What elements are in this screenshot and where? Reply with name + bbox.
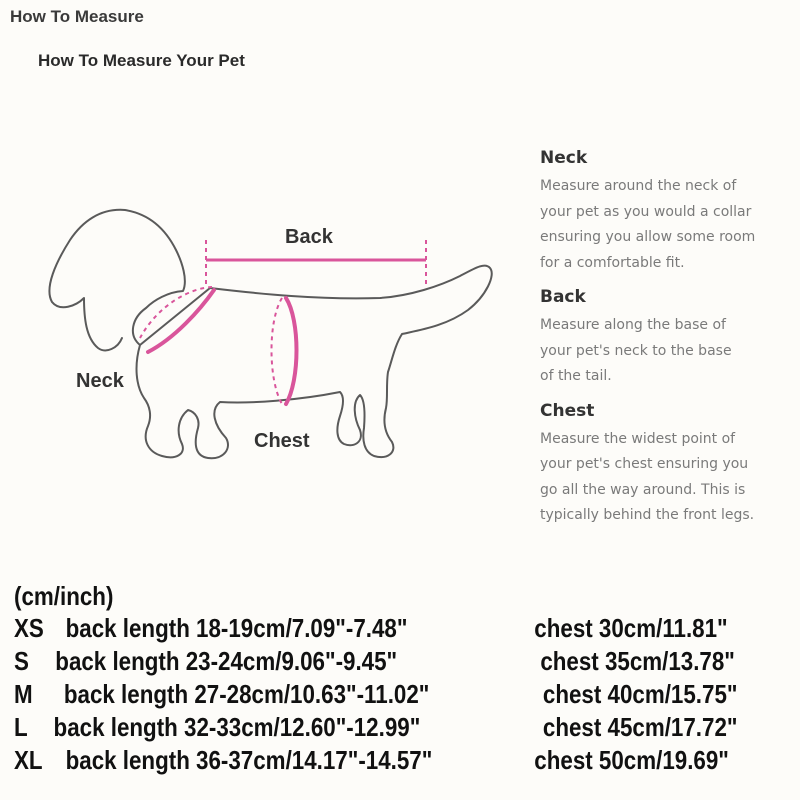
instruction-text (540, 313, 790, 390)
instruction-line: Measure along the base of (540, 317, 726, 333)
size-label: M (14, 679, 33, 709)
instruction-heading: Neck (540, 148, 588, 168)
instruction-line: your pet's neck to the base (540, 342, 732, 359)
chest-size: chest 40cm/15.75" (542, 679, 738, 709)
instruction-line: your pet as you would a collar (540, 203, 752, 220)
instruction-text (540, 427, 790, 529)
size-label: L (14, 712, 28, 742)
back-length: back length 27-28cm/10.63"-11.02" (63, 679, 430, 709)
chest-size: chest 35cm/13.78" (540, 646, 735, 676)
instruction-line: Measure around the neck of (540, 178, 737, 194)
back-length: back length 32-33cm/12.60"-12.99" (53, 712, 421, 742)
chest-label: Chest (254, 430, 310, 452)
size-chart-units: (cm/inch) (14, 581, 114, 611)
back-length: back length 18-19cm/7.09"-7.48" (65, 613, 408, 643)
instruction-back (540, 287, 790, 390)
dog-measure-diagram (0, 150, 520, 500)
size-row (14, 711, 738, 744)
section-title: How To Measure Your Pet (38, 51, 245, 70)
instruction-line: your pet's chest ensuring you (540, 456, 749, 472)
back-length: back length 23-24cm/9.06"-9.45" (55, 646, 398, 676)
size-row (14, 612, 728, 645)
chest-size: chest 50cm/19.69" (534, 745, 729, 775)
instruction-line: of the tail. (540, 368, 612, 384)
size-label: XL (14, 745, 43, 775)
size-row (14, 744, 729, 777)
instruction-heading: Back (540, 287, 586, 307)
chest-size: chest 45cm/17.72" (542, 712, 738, 742)
back-length: back length 36-37cm/14.17"-14.57" (65, 745, 433, 775)
instruction-line: go all the way around. This is (540, 481, 746, 498)
back-label: Back (285, 226, 333, 248)
instruction-line: for a comfortable fit. (540, 254, 685, 271)
instruction-heading: Chest (540, 400, 595, 421)
header-title: How To Measure (10, 7, 144, 26)
size-row (14, 678, 738, 711)
chest-size: chest 30cm/11.81" (534, 613, 728, 643)
size-label: S (14, 646, 29, 676)
dog-outline (49, 210, 491, 458)
instruction-chest (540, 401, 790, 529)
instruction-neck (540, 148, 790, 276)
neck-label: Neck (76, 370, 124, 392)
chest-measure-loop (286, 298, 297, 404)
instruction-text (540, 174, 790, 276)
instruction-line: Measure the widest point of (540, 430, 736, 447)
size-row (14, 645, 735, 678)
instruction-line: ensuring you allow some room (540, 229, 756, 245)
measure-instructions (540, 148, 790, 540)
instruction-line: typically behind the front legs. (540, 507, 755, 523)
size-chart (14, 580, 738, 777)
size-label: XS (14, 613, 44, 643)
